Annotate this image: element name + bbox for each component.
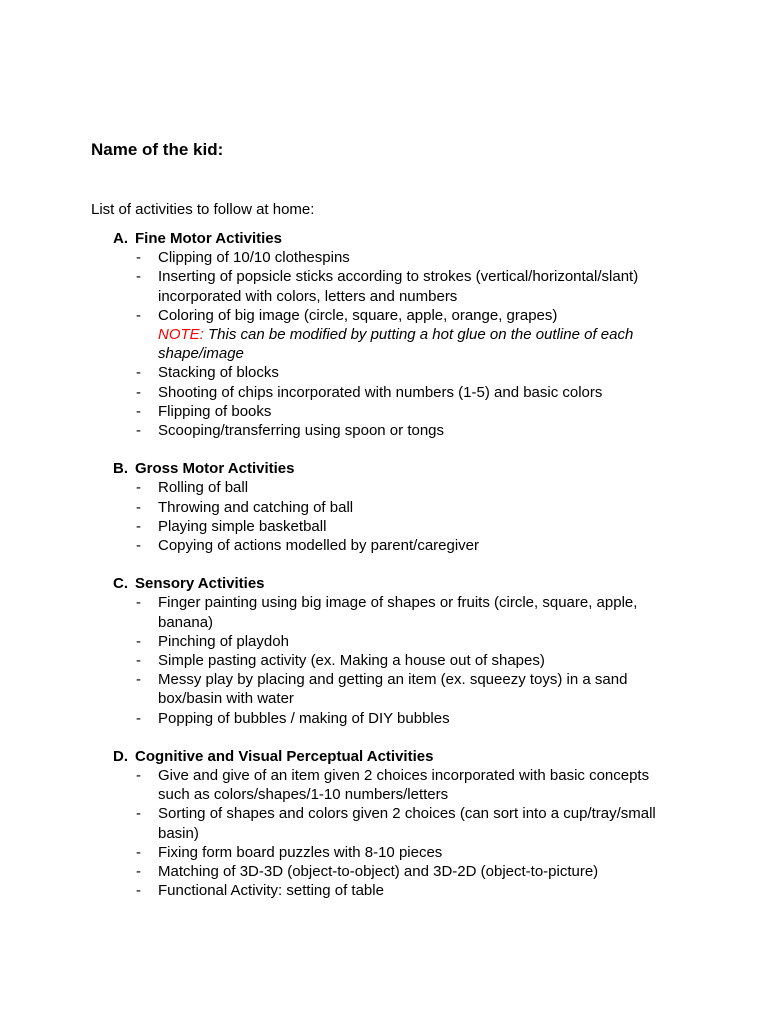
dash-bullet: -	[136, 882, 141, 900]
list-item-text-block	[158, 363, 663, 382]
list-item	[91, 402, 671, 421]
section-letter-text: A.	[113, 230, 128, 247]
dash-bullet: -	[136, 805, 141, 823]
list-item	[91, 881, 671, 900]
list-item-text: Rolling of ball	[158, 479, 249, 497]
list-item-text-block	[158, 402, 663, 421]
dash-bullet: -	[136, 364, 141, 382]
list-item-text: Simple pasting activity (ex. Making a house out of shapes)	[158, 652, 545, 670]
dash-bullet: -	[136, 498, 141, 516]
list-item-text: Fixing form board puzzles with 8-10 pieces	[158, 843, 443, 861]
dash-bullet: -	[136, 537, 141, 555]
section-heading	[91, 574, 671, 593]
dash-bullet: -	[136, 843, 141, 861]
list-item	[91, 843, 671, 862]
section-letter	[91, 747, 135, 766]
section-title: Sensory Activities	[135, 575, 265, 593]
dash-bullet: -	[136, 863, 141, 881]
section-letter-text: D.	[113, 747, 128, 765]
list-item-text: Finger painting using big image of shapes or fruits (circle, square, apple, banana)	[158, 594, 638, 631]
list-item-text-block	[158, 862, 663, 881]
activity-section	[91, 747, 671, 901]
note-label: NOTE:	[158, 326, 204, 344]
dash-bullet: -	[136, 249, 141, 267]
list-item-text-block	[158, 421, 663, 440]
list-item	[91, 632, 671, 651]
list-item-text-block	[158, 593, 663, 631]
list-item	[91, 766, 671, 804]
list-item	[91, 862, 671, 881]
list-item-text: Functional Activity: setting of table	[158, 882, 384, 900]
section-letter	[91, 574, 135, 593]
list-item-text-block	[158, 651, 663, 670]
list-item	[91, 498, 671, 517]
list-item-text-block	[158, 670, 663, 708]
list-item-text: Matching of 3D-3D (object-to-object) and 3D-2D (object-to-picture)	[158, 863, 599, 881]
list-item-text: Scooping/transferring using spoon or tongs	[158, 422, 445, 440]
list-item-text-block	[158, 766, 663, 804]
list-item-text: Shooting of chips incorporated with numbers (1-5) and basic colors	[158, 383, 603, 401]
list-item	[91, 709, 671, 728]
list-item-text-block	[158, 498, 663, 517]
list-item	[91, 478, 671, 497]
list-item	[91, 421, 671, 440]
dash-bullet: -	[136, 402, 141, 420]
list-item-text-block	[158, 267, 663, 305]
list-item	[91, 267, 671, 305]
list-item-text-block	[158, 248, 663, 267]
list-item-text: Clipping of 10/10 clothespins	[158, 249, 350, 267]
activity-list	[91, 593, 671, 727]
list-item-text: Coloring of big image (circle, square, apple, orange, grapes)	[158, 306, 558, 324]
dash-bullet: -	[136, 479, 141, 497]
list-item-text-block	[158, 881, 663, 900]
list-item-text: Copying of actions modelled by parent/caregiver	[158, 537, 480, 555]
activity-section	[91, 229, 671, 440]
list-item	[91, 804, 671, 842]
list-item-text: Popping of bubbles / making of DIY bubbles	[158, 709, 450, 727]
list-item-text: Playing simple basketball	[158, 517, 327, 535]
list-item-text-block	[158, 478, 663, 497]
list-item-text: Messy play by placing and getting an item (ex. squeezy toys) in a sand box/basin with water	[158, 671, 628, 708]
section-letter	[91, 459, 135, 478]
list-item-text-block	[158, 632, 663, 651]
list-item	[91, 517, 671, 536]
list-item	[91, 383, 671, 402]
list-item-text-block	[158, 709, 663, 728]
list-item	[91, 363, 671, 382]
note-text: This can be modified by putting a hot glue on the outline of each shape/image	[158, 326, 634, 363]
activity-list	[91, 478, 671, 555]
dash-bullet: -	[136, 709, 141, 727]
list-item-text: Inserting of popsicle sticks according to strokes (vertical/horizontal/slant) incorporated with colors, letters and numbers	[158, 268, 639, 305]
intro-text: List of activities to follow at home:	[91, 201, 315, 218]
activity-list	[91, 248, 671, 440]
list-item-text: Sorting of shapes and colors given 2 choices (can sort into a cup/tray/small basin)	[158, 805, 656, 842]
dash-bullet: -	[136, 268, 141, 286]
list-item	[91, 670, 671, 708]
list-item-text-block	[158, 804, 663, 842]
dash-bullet: -	[136, 383, 141, 401]
section-heading	[91, 459, 671, 478]
list-item-text-block	[158, 306, 663, 364]
list-item-text: Give and give of an item given 2 choices incorporated with basic concepts such as colors/shapes/1-10 numbers/letters	[158, 767, 650, 804]
section-heading	[91, 229, 671, 248]
list-item-text-block	[158, 843, 663, 862]
list-item-text-block	[158, 536, 663, 555]
dash-bullet: -	[136, 594, 141, 612]
section-title: Fine Motor Activities	[135, 230, 282, 247]
list-item-text: Stacking of blocks	[158, 364, 279, 382]
list-item-text-block	[158, 517, 663, 536]
section-heading	[91, 747, 671, 766]
section-title: Cognitive and Visual Perceptual Activities	[135, 747, 434, 765]
list-item	[91, 651, 671, 670]
activity-section	[91, 459, 671, 555]
dash-bullet: -	[136, 671, 141, 689]
page-title: Name of the kid:	[91, 140, 224, 159]
dash-bullet: -	[136, 422, 141, 440]
section-letter	[91, 229, 135, 248]
list-item-text: Pinching of playdoh	[158, 632, 289, 650]
list-item-text: Flipping of books	[158, 402, 272, 420]
list-item-text: Throwing and catching of ball	[158, 498, 354, 516]
dash-bullet: -	[136, 517, 141, 535]
dash-bullet: -	[136, 767, 141, 785]
list-item	[91, 593, 671, 631]
list-item	[91, 536, 671, 555]
activity-list	[91, 766, 671, 900]
section-letter-text: B.	[113, 460, 128, 478]
list-item	[91, 306, 671, 364]
section-letter-text: C.	[113, 575, 128, 593]
list-item	[91, 248, 671, 267]
list-item-text-block	[158, 383, 663, 402]
section-title: Gross Motor Activities	[135, 460, 295, 478]
activity-sections	[91, 229, 671, 920]
dash-bullet: -	[136, 306, 141, 324]
dash-bullet: -	[136, 632, 141, 650]
activity-section	[91, 574, 671, 728]
dash-bullet: -	[136, 652, 141, 670]
